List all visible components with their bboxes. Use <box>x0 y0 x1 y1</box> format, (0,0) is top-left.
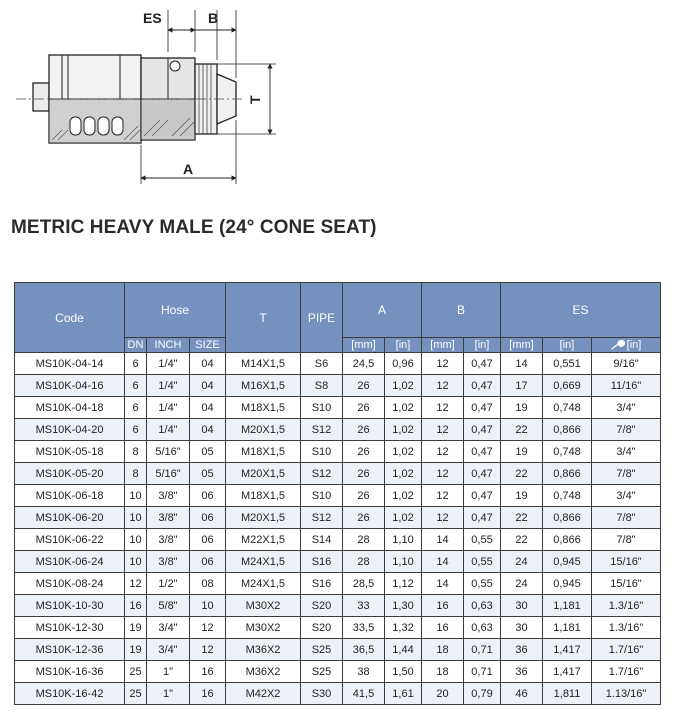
a-in-cell: 1,32 <box>385 617 422 639</box>
pipe-cell: S25 <box>301 661 343 683</box>
inch-cell: 1/4" <box>147 419 190 441</box>
dn-cell: 8 <box>125 463 147 485</box>
table-row <box>15 375 661 397</box>
es-wrench-in-cell: 9/16" <box>592 353 661 375</box>
pipe-cell: S16 <box>301 551 343 573</box>
t-dimension-label: T <box>247 95 263 104</box>
es-wrench-in-cell: 1.7/16" <box>592 639 661 661</box>
b-in-cell: 0,47 <box>464 507 501 529</box>
es-wrench-in-cell: 3/4" <box>592 485 661 507</box>
b-in-cell: 0,47 <box>464 441 501 463</box>
a-mm-cell: 26 <box>343 441 385 463</box>
a-mm-cell: 26 <box>343 375 385 397</box>
dn-cell: 25 <box>125 661 147 683</box>
es-in-cell: 0,866 <box>543 529 592 551</box>
a-in-cell: 0,96 <box>385 353 422 375</box>
a-mm-cell: 26 <box>343 507 385 529</box>
es-in-cell: 0,945 <box>543 573 592 595</box>
es-mm-subheader: [mm] <box>501 338 543 353</box>
inch-cell: 3/4" <box>147 639 190 661</box>
table-row <box>15 397 661 419</box>
code-cell: MS10K-06-22 <box>15 529 125 551</box>
wrench-icon <box>611 340 625 350</box>
table-row <box>15 441 661 463</box>
t-cell: M20X1,5 <box>226 463 301 485</box>
code-cell: MS10K-04-14 <box>15 353 125 375</box>
es-in-cell: 1,811 <box>543 683 592 705</box>
a-mm-cell: 26 <box>343 397 385 419</box>
t-cell: M24X1,5 <box>226 551 301 573</box>
dn-cell: 10 <box>125 485 147 507</box>
pipe-cell: S12 <box>301 463 343 485</box>
inch-subheader: INCH <box>147 338 190 353</box>
a-in-cell: 1,02 <box>385 441 422 463</box>
b-header: B <box>422 283 501 338</box>
pipe-cell: S30 <box>301 683 343 705</box>
size-cell: 06 <box>190 551 226 573</box>
es-in-cell: 0,748 <box>543 485 592 507</box>
dn-cell: 19 <box>125 639 147 661</box>
b-in-subheader: [in] <box>464 338 501 353</box>
inch-cell: 1/4" <box>147 397 190 419</box>
es-in-cell: 0,866 <box>543 463 592 485</box>
table-row <box>15 661 661 683</box>
b-in-cell: 0,47 <box>464 485 501 507</box>
es-mm-cell: 17 <box>501 375 543 397</box>
pipe-cell: S12 <box>301 419 343 441</box>
size-cell: 16 <box>190 661 226 683</box>
inch-cell: 5/8" <box>147 595 190 617</box>
es-wrench-in-cell: 11/16" <box>592 375 661 397</box>
pipe-cell: S10 <box>301 441 343 463</box>
b-in-cell: 0,55 <box>464 573 501 595</box>
dn-cell: 6 <box>125 353 147 375</box>
code-cell: MS10K-12-30 <box>15 617 125 639</box>
size-cell: 05 <box>190 463 226 485</box>
a-mm-cell: 28 <box>343 551 385 573</box>
b-in-cell: 0,55 <box>464 529 501 551</box>
es-wrench-in-cell: 15/16" <box>592 573 661 595</box>
a-in-cell: 1,02 <box>385 375 422 397</box>
es-wrench-subheader <box>592 338 661 353</box>
table-row <box>15 595 661 617</box>
t-cell: M14X1,5 <box>226 353 301 375</box>
es-wrench-in-cell: 1.3/16" <box>592 617 661 639</box>
pipe-cell: S10 <box>301 397 343 419</box>
dn-cell: 6 <box>125 419 147 441</box>
b-mm-cell: 16 <box>422 595 464 617</box>
t-cell: M18X1,5 <box>226 397 301 419</box>
table-row <box>15 683 661 705</box>
dn-cell: 10 <box>125 507 147 529</box>
pipe-cell: S20 <box>301 617 343 639</box>
hose-tail <box>33 83 49 111</box>
table-row <box>15 507 661 529</box>
es-wrench-in-cell: 7/8" <box>592 419 661 441</box>
es-wrench-in-cell: 7/8" <box>592 529 661 551</box>
t-cell: M36X2 <box>226 661 301 683</box>
b-in-cell: 0,55 <box>464 551 501 573</box>
inch-cell: 1/2" <box>147 573 190 595</box>
es-in-cell: 0,669 <box>543 375 592 397</box>
code-cell: MS10K-06-20 <box>15 507 125 529</box>
es-in-cell: 0,551 <box>543 353 592 375</box>
inch-cell: 1/4" <box>147 375 190 397</box>
a-in-subheader: [in] <box>385 338 422 353</box>
es-in-cell: 1,417 <box>543 639 592 661</box>
a-mm-cell: 33 <box>343 595 385 617</box>
table-row <box>15 353 661 375</box>
inch-cell: 3/8" <box>147 551 190 573</box>
pipe-cell: S6 <box>301 353 343 375</box>
size-cell: 04 <box>190 353 226 375</box>
es-mm-cell: 36 <box>501 661 543 683</box>
es-dimension-label: ES <box>143 10 162 26</box>
b-mm-cell: 12 <box>422 353 464 375</box>
dn-cell: 10 <box>125 551 147 573</box>
es-in-cell: 0,748 <box>543 441 592 463</box>
b-mm-cell: 18 <box>422 661 464 683</box>
b-mm-cell: 20 <box>422 683 464 705</box>
page-title: METRIC HEAVY MALE (24° CONE SEAT) <box>11 217 377 238</box>
t-cell: M18X1,5 <box>226 441 301 463</box>
a-mm-cell: 41,5 <box>343 683 385 705</box>
b-in-cell: 0,47 <box>464 397 501 419</box>
a-in-cell: 1,61 <box>385 683 422 705</box>
size-cell: 04 <box>190 375 226 397</box>
a-in-cell: 1,12 <box>385 573 422 595</box>
es-wrench-in-label: [in] <box>626 339 642 351</box>
es-mm-cell: 19 <box>501 485 543 507</box>
es-wrench-in-cell: 15/16" <box>592 551 661 573</box>
a-in-cell: 1,50 <box>385 661 422 683</box>
pipe-cell: S10 <box>301 485 343 507</box>
code-cell: MS10K-16-42 <box>15 683 125 705</box>
a-in-cell: 1,02 <box>385 419 422 441</box>
es-in-cell: 1,181 <box>543 595 592 617</box>
es-wrench-in-cell: 7/8" <box>592 507 661 529</box>
es-mm-cell: 24 <box>501 573 543 595</box>
es-in-cell: 0,748 <box>543 397 592 419</box>
code-cell: MS10K-10-30 <box>15 595 125 617</box>
es-wrench-in-cell: 1.7/16" <box>592 661 661 683</box>
code-cell: MS10K-04-20 <box>15 419 125 441</box>
b-in-cell: 0,47 <box>464 375 501 397</box>
table-row <box>15 485 661 507</box>
t-cell: M36X2 <box>226 639 301 661</box>
a-mm-cell: 24,5 <box>343 353 385 375</box>
a-in-cell: 1,10 <box>385 529 422 551</box>
es-mm-cell: 22 <box>501 507 543 529</box>
hose-header: Hose <box>125 283 226 338</box>
es-in-cell: 1,417 <box>543 661 592 683</box>
size-cell: 10 <box>190 595 226 617</box>
b-mm-cell: 12 <box>422 485 464 507</box>
code-cell: MS10K-04-16 <box>15 375 125 397</box>
a-in-cell: 1,02 <box>385 397 422 419</box>
fitting-drawing <box>0 0 300 200</box>
es-mm-cell: 30 <box>501 617 543 639</box>
inch-cell: 1" <box>147 661 190 683</box>
b-dimension-label: B <box>208 10 219 26</box>
a-mm-cell: 38 <box>343 661 385 683</box>
code-cell: MS10K-05-20 <box>15 463 125 485</box>
dn-cell: 6 <box>125 375 147 397</box>
a-mm-cell: 36,5 <box>343 639 385 661</box>
a-in-cell: 1,02 <box>385 507 422 529</box>
table-row <box>15 529 661 551</box>
es-mm-cell: 19 <box>501 441 543 463</box>
es-mm-cell: 22 <box>501 529 543 551</box>
code-cell: MS10K-06-18 <box>15 485 125 507</box>
b-mm-cell: 12 <box>422 397 464 419</box>
t-cell: M20X1,5 <box>226 507 301 529</box>
size-cell: 08 <box>190 573 226 595</box>
es-mm-cell: 22 <box>501 463 543 485</box>
a-header: A <box>343 283 422 338</box>
a-dimension-label: A <box>183 161 194 177</box>
b-mm-cell: 12 <box>422 463 464 485</box>
pipe-cell: S16 <box>301 573 343 595</box>
pipe-cell: S20 <box>301 595 343 617</box>
inch-cell: 3/4" <box>147 617 190 639</box>
es-wrench-in-cell: 7/8" <box>592 463 661 485</box>
b-mm-cell: 12 <box>422 419 464 441</box>
pipe-cell: S8 <box>301 375 343 397</box>
inch-cell: 3/8" <box>147 529 190 551</box>
dn-cell: 25 <box>125 683 147 705</box>
size-cell: 04 <box>190 419 226 441</box>
b-mm-cell: 14 <box>422 529 464 551</box>
size-cell: 04 <box>190 397 226 419</box>
es-mm-cell: 36 <box>501 639 543 661</box>
t-header: T <box>226 283 301 353</box>
pipe-header: PIPE <box>301 283 343 353</box>
b-mm-cell: 16 <box>422 617 464 639</box>
dn-cell: 10 <box>125 529 147 551</box>
pipe-cell: S25 <box>301 639 343 661</box>
b-in-cell: 0,63 <box>464 595 501 617</box>
b-mm-cell: 18 <box>422 639 464 661</box>
es-in-cell: 0,866 <box>543 507 592 529</box>
t-cell: M42X2 <box>226 683 301 705</box>
size-cell: 12 <box>190 639 226 661</box>
a-mm-cell: 28,5 <box>343 573 385 595</box>
a-mm-subheader: [mm] <box>343 338 385 353</box>
a-mm-cell: 33,5 <box>343 617 385 639</box>
dn-cell: 6 <box>125 397 147 419</box>
table-row <box>15 463 661 485</box>
b-mm-cell: 12 <box>422 375 464 397</box>
code-cell: MS10K-05-18 <box>15 441 125 463</box>
b-mm-cell: 12 <box>422 441 464 463</box>
es-in-cell: 0,866 <box>543 419 592 441</box>
es-mm-cell: 46 <box>501 683 543 705</box>
a-mm-cell: 26 <box>343 463 385 485</box>
b-in-cell: 0,71 <box>464 639 501 661</box>
b-in-cell: 0,79 <box>464 683 501 705</box>
a-in-cell: 1,02 <box>385 463 422 485</box>
t-cell: M20X1,5 <box>226 419 301 441</box>
code-cell: MS10K-12-36 <box>15 639 125 661</box>
table-row <box>15 639 661 661</box>
pipe-cell: S14 <box>301 529 343 551</box>
inch-cell: 1/4" <box>147 353 190 375</box>
b-in-cell: 0,47 <box>464 419 501 441</box>
dn-cell: 12 <box>125 573 147 595</box>
a-in-cell: 1,02 <box>385 485 422 507</box>
a-in-cell: 1,10 <box>385 551 422 573</box>
b-in-cell: 0,63 <box>464 617 501 639</box>
size-cell: 16 <box>190 683 226 705</box>
size-cell: 06 <box>190 507 226 529</box>
table-row <box>15 617 661 639</box>
a-mm-cell: 28 <box>343 529 385 551</box>
b-mm-cell: 14 <box>422 573 464 595</box>
t-cell: M18X1,5 <box>226 485 301 507</box>
a-mm-cell: 26 <box>343 485 385 507</box>
b-mm-cell: 14 <box>422 551 464 573</box>
b-in-cell: 0,47 <box>464 353 501 375</box>
inch-cell: 3/8" <box>147 485 190 507</box>
table-row <box>15 551 661 573</box>
pipe-cell: S12 <box>301 507 343 529</box>
t-cell: M24X1,5 <box>226 573 301 595</box>
t-cell: M30X2 <box>226 617 301 639</box>
es-mm-cell: 24 <box>501 551 543 573</box>
size-cell: 06 <box>190 529 226 551</box>
inch-cell: 3/8" <box>147 507 190 529</box>
inch-cell: 1" <box>147 683 190 705</box>
b-mm-cell: 12 <box>422 507 464 529</box>
table-row <box>15 419 661 441</box>
es-mm-cell: 19 <box>501 397 543 419</box>
a-mm-cell: 26 <box>343 419 385 441</box>
es-mm-cell: 14 <box>501 353 543 375</box>
es-in-cell: 0,945 <box>543 551 592 573</box>
a-in-cell: 1,44 <box>385 639 422 661</box>
dn-cell: 16 <box>125 595 147 617</box>
es-header: ES <box>501 283 661 338</box>
es-wrench-in-cell: 1.3/16" <box>592 595 661 617</box>
t-cell: M22X1,5 <box>226 529 301 551</box>
size-cell: 06 <box>190 485 226 507</box>
es-in-subheader: [in] <box>543 338 592 353</box>
inch-cell: 5/16" <box>147 463 190 485</box>
t-cell: M30X2 <box>226 595 301 617</box>
code-cell: MS10K-16-36 <box>15 661 125 683</box>
b-in-cell: 0,47 <box>464 463 501 485</box>
es-wrench-in-cell: 3/4" <box>592 397 661 419</box>
spec-table-body <box>15 353 661 705</box>
size-cell: 05 <box>190 441 226 463</box>
b-in-cell: 0,71 <box>464 661 501 683</box>
table-row <box>15 573 661 595</box>
es-wrench-in-cell: 3/4" <box>592 441 661 463</box>
size-cell: 12 <box>190 617 226 639</box>
t-cell: M16X1,5 <box>226 375 301 397</box>
dn-cell: 8 <box>125 441 147 463</box>
es-wrench-in-cell: 1.13/16" <box>592 683 661 705</box>
spec-table <box>14 282 661 705</box>
es-mm-cell: 22 <box>501 419 543 441</box>
size-subheader: SIZE <box>190 338 226 353</box>
code-cell: MS10K-08-24 <box>15 573 125 595</box>
es-mm-cell: 30 <box>501 595 543 617</box>
code-cell: MS10K-04-18 <box>15 397 125 419</box>
b-mm-subheader: [mm] <box>422 338 464 353</box>
inch-cell: 5/16" <box>147 441 190 463</box>
code-header: Code <box>15 283 125 353</box>
es-in-cell: 1,181 <box>543 617 592 639</box>
dn-subheader: DN <box>125 338 147 353</box>
a-in-cell: 1,30 <box>385 595 422 617</box>
dn-cell: 19 <box>125 617 147 639</box>
code-cell: MS10K-06-24 <box>15 551 125 573</box>
